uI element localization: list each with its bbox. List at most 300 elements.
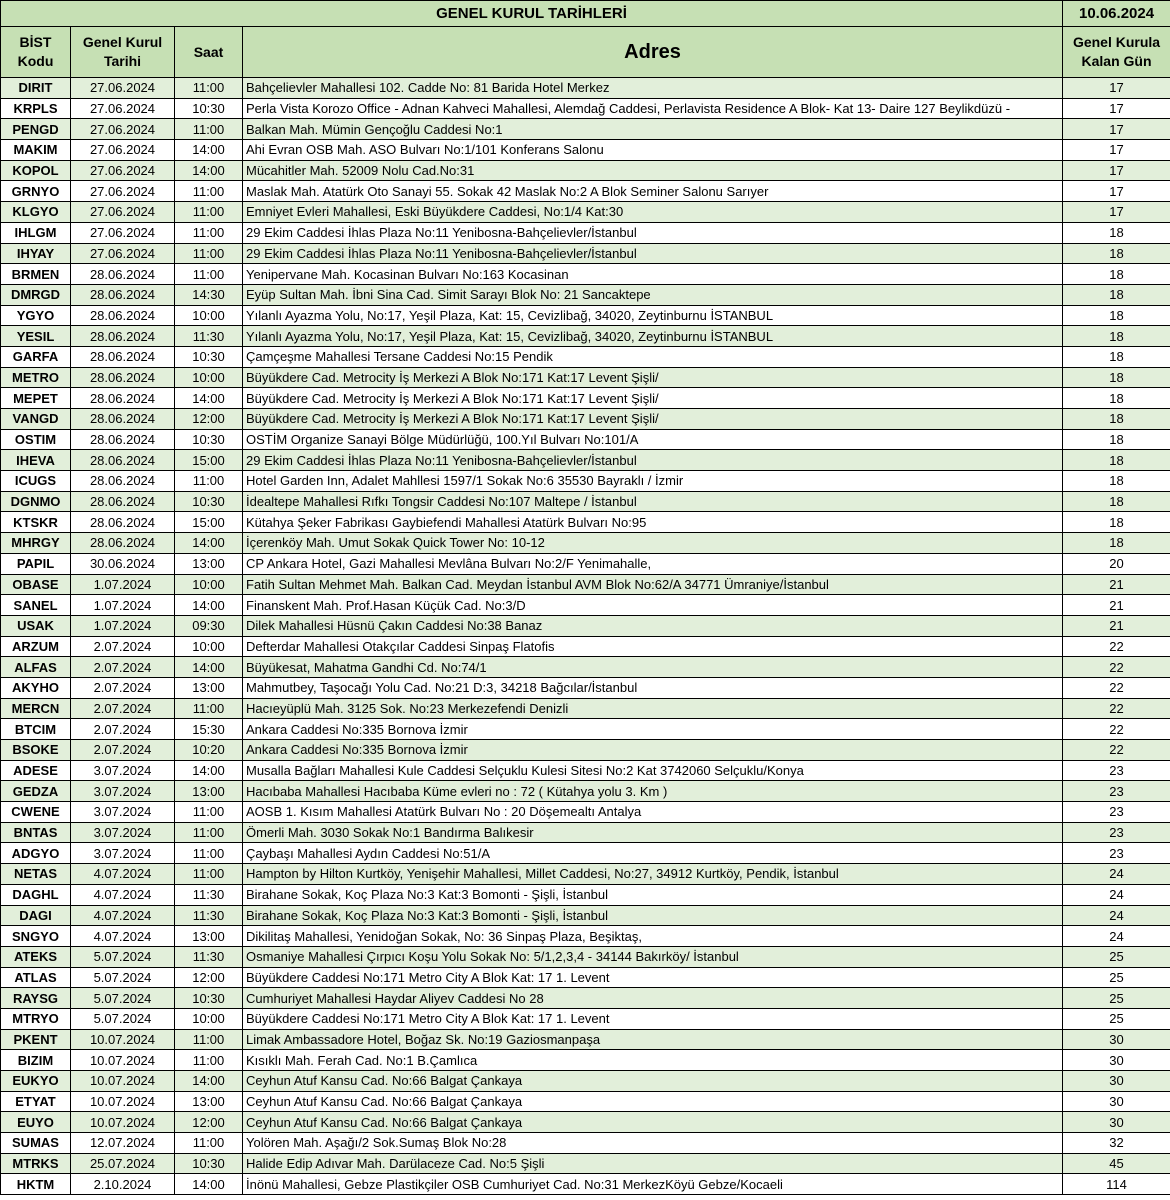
cell-code: OBASE — [1, 574, 71, 595]
sheet-title: GENEL KURUL TARİHLERİ — [1, 1, 1063, 27]
cell-code: PAPIL — [1, 553, 71, 574]
cell-days: 22 — [1063, 657, 1170, 678]
cell-time: 11:00 — [175, 78, 243, 99]
cell-days: 21 — [1063, 615, 1170, 636]
cell-code: RAYSG — [1, 988, 71, 1009]
cell-code: BSOKE — [1, 740, 71, 761]
report-date: 10.06.2024 — [1063, 1, 1170, 27]
cell-time: 14:00 — [175, 388, 243, 409]
cell-date: 3.07.2024 — [71, 843, 175, 864]
cell-code: SUMAS — [1, 1133, 71, 1154]
cell-time: 13:00 — [175, 677, 243, 698]
cell-date: 3.07.2024 — [71, 760, 175, 781]
cell-date: 12.07.2024 — [71, 1133, 175, 1154]
cell-code: KOPOL — [1, 160, 71, 181]
table-row — [1, 243, 1170, 264]
cell-time: 10:20 — [175, 740, 243, 761]
table-row — [1, 926, 1170, 947]
cell-time: 11:30 — [175, 884, 243, 905]
cell-address: Limak Ambassadore Hotel, Boğaz Sk. No:19 Gaziosmanpaşa — [243, 1029, 1063, 1050]
cell-days: 18 — [1063, 305, 1170, 326]
cell-days: 17 — [1063, 160, 1170, 181]
cell-address: Mahmutbey, Taşocağı Yolu Cad. No:21 D:3, 34218 Bağcılar/İstanbul — [243, 677, 1063, 698]
cell-code: GEDZA — [1, 781, 71, 802]
cell-time: 10:00 — [175, 636, 243, 657]
cell-days: 24 — [1063, 864, 1170, 885]
cell-days: 22 — [1063, 677, 1170, 698]
table-row — [1, 719, 1170, 740]
cell-address: Cumhuriyet Mahallesi Haydar Aliyev Caddesi No 28 — [243, 988, 1063, 1009]
cell-time: 11:00 — [175, 243, 243, 264]
cell-date: 3.07.2024 — [71, 781, 175, 802]
cell-time: 13:00 — [175, 553, 243, 574]
cell-address: Büyükdere Cad. Metrocity İş Merkezi A Blok No:171 Kat:17 Levent Şişli/ — [243, 388, 1063, 409]
cell-days: 18 — [1063, 512, 1170, 533]
cell-address: OSTİM Organize Sanayi Bölge Müdürlüğü, 100.Yıl Bulvarı No:101/A — [243, 429, 1063, 450]
table-row — [1, 615, 1170, 636]
table-row — [1, 884, 1170, 905]
cell-code: EUYO — [1, 1112, 71, 1133]
cell-date: 3.07.2024 — [71, 822, 175, 843]
cell-days: 22 — [1063, 740, 1170, 761]
cell-address: Ankara Caddesi No:335 Bornova İzmir — [243, 740, 1063, 761]
cell-days: 18 — [1063, 388, 1170, 409]
cell-date: 5.07.2024 — [71, 946, 175, 967]
table-row — [1, 1008, 1170, 1029]
cell-time: 10:00 — [175, 367, 243, 388]
table-row — [1, 698, 1170, 719]
cell-date: 2.07.2024 — [71, 719, 175, 740]
cell-date: 27.06.2024 — [71, 181, 175, 202]
cell-days: 30 — [1063, 1050, 1170, 1071]
cell-code: METRO — [1, 367, 71, 388]
cell-time: 10:30 — [175, 1153, 243, 1174]
cell-date: 4.07.2024 — [71, 884, 175, 905]
cell-date: 3.07.2024 — [71, 802, 175, 823]
table-row — [1, 636, 1170, 657]
cell-date: 10.07.2024 — [71, 1029, 175, 1050]
cell-date: 2.07.2024 — [71, 636, 175, 657]
table-row — [1, 429, 1170, 450]
cell-date: 28.06.2024 — [71, 326, 175, 347]
cell-days: 25 — [1063, 967, 1170, 988]
cell-time: 11:00 — [175, 181, 243, 202]
table-row — [1, 822, 1170, 843]
cell-address: Dilek Mahallesi Hüsnü Çakın Caddesi No:38 Banaz — [243, 615, 1063, 636]
cell-days: 18 — [1063, 471, 1170, 492]
cell-address: Çamçeşme Mahallesi Tersane Caddesi No:15 Pendik — [243, 346, 1063, 367]
table-row — [1, 1029, 1170, 1050]
cell-date: 28.06.2024 — [71, 346, 175, 367]
cell-address: Yenipervane Mah. Kocasinan Bulvarı No:163 Kocasinan — [243, 264, 1063, 285]
table-row — [1, 802, 1170, 823]
cell-address: Büyükdere Caddesi No:171 Metro City A Blok Kat: 17 1. Levent — [243, 1008, 1063, 1029]
cell-time: 11:00 — [175, 1133, 243, 1154]
cell-code: ATLAS — [1, 967, 71, 988]
table-row — [1, 119, 1170, 140]
cell-address: Ahi Evran OSB Mah. ASO Bulvarı No:1/101 Konferans Salonu — [243, 140, 1063, 161]
cell-time: 11:30 — [175, 946, 243, 967]
table-row — [1, 533, 1170, 554]
cell-days: 23 — [1063, 802, 1170, 823]
table-row — [1, 595, 1170, 616]
cell-code: SNGYO — [1, 926, 71, 947]
cell-code: EUKYO — [1, 1071, 71, 1092]
cell-days: 20 — [1063, 553, 1170, 574]
cell-date: 28.06.2024 — [71, 533, 175, 554]
table-row — [1, 760, 1170, 781]
cell-days: 25 — [1063, 1008, 1170, 1029]
cell-days: 21 — [1063, 595, 1170, 616]
cell-code: VANGD — [1, 409, 71, 430]
cell-code: GRNYO — [1, 181, 71, 202]
table-row — [1, 781, 1170, 802]
cell-address: Ceyhun Atuf Kansu Cad. No:66 Balgat Çankaya — [243, 1091, 1063, 1112]
cell-address: Osmaniye Mahallesi Çırpıcı Koşu Yolu Sokak No: 5/1,2,3,4 - 34144 Bakırköy/ İstanbul — [243, 946, 1063, 967]
cell-days: 18 — [1063, 533, 1170, 554]
header-time: Saat — [175, 27, 243, 78]
cell-code: GARFA — [1, 346, 71, 367]
cell-time: 14:00 — [175, 1174, 243, 1195]
table-row — [1, 491, 1170, 512]
cell-time: 14:00 — [175, 1071, 243, 1092]
cell-days: 17 — [1063, 78, 1170, 99]
cell-code: USAK — [1, 615, 71, 636]
cell-address: Halide Edip Adıvar Mah. Darülaceze Cad. No:5 Şişli — [243, 1153, 1063, 1174]
table-row — [1, 388, 1170, 409]
cell-time: 11:00 — [175, 222, 243, 243]
cell-date: 2.07.2024 — [71, 698, 175, 719]
cell-time: 15:00 — [175, 450, 243, 471]
cell-code: BIZIM — [1, 1050, 71, 1071]
cell-days: 18 — [1063, 284, 1170, 305]
cell-date: 28.06.2024 — [71, 305, 175, 326]
table-row — [1, 905, 1170, 926]
cell-time: 13:00 — [175, 926, 243, 947]
cell-address: İçerenköy Mah. Umut Sokak Quick Tower No: 10-12 — [243, 533, 1063, 554]
cell-time: 11:00 — [175, 119, 243, 140]
cell-time: 14:00 — [175, 160, 243, 181]
table-row — [1, 843, 1170, 864]
cell-code: MERCN — [1, 698, 71, 719]
cell-time: 11:00 — [175, 202, 243, 223]
cell-date: 5.07.2024 — [71, 1008, 175, 1029]
cell-address: Birahane Sokak, Koç Plaza No:3 Kat:3 Bomonti - Şişli, İstanbul — [243, 905, 1063, 926]
cell-days: 18 — [1063, 243, 1170, 264]
cell-date: 28.06.2024 — [71, 409, 175, 430]
cell-code: HKTM — [1, 1174, 71, 1195]
cell-date: 2.10.2024 — [71, 1174, 175, 1195]
table-row — [1, 1071, 1170, 1092]
table-row — [1, 284, 1170, 305]
cell-address: Hampton by Hilton Kurtköy, Yenişehir Mahallesi, Millet Caddesi, No:27, 34912 Kurtköy, Pendik, İstanbul — [243, 864, 1063, 885]
cell-days: 30 — [1063, 1091, 1170, 1112]
cell-address: Kütahya Şeker Fabrikası Gaybiefendi Mahallesi Atatürk Bulvarı No:95 — [243, 512, 1063, 533]
cell-time: 14:00 — [175, 760, 243, 781]
cell-time: 10:30 — [175, 988, 243, 1009]
cell-time: 15:30 — [175, 719, 243, 740]
table-row — [1, 409, 1170, 430]
cell-address: Emniyet Evleri Mahallesi, Eski Büyükdere Caddesi, No:1/4 Kat:30 — [243, 202, 1063, 223]
cell-days: 114 — [1063, 1174, 1170, 1195]
cell-days: 25 — [1063, 946, 1170, 967]
cell-date: 27.06.2024 — [71, 98, 175, 119]
cell-date: 5.07.2024 — [71, 988, 175, 1009]
cell-address: Yılanlı Ayazma Yolu, No:17, Yeşil Plaza, Kat: 15, Cevizlibağ, 34020, Zeytinburnu İSTANBUL — [243, 326, 1063, 347]
table-row — [1, 967, 1170, 988]
cell-code: MEPET — [1, 388, 71, 409]
cell-address: Bahçelievler Mahallesi 102. Cadde No: 81 Barida Hotel Merkez — [243, 78, 1063, 99]
table-row — [1, 512, 1170, 533]
cell-time: 11:00 — [175, 864, 243, 885]
cell-address: Kısıklı Mah. Ferah Cad. No:1 B.Çamlıca — [243, 1050, 1063, 1071]
cell-days: 17 — [1063, 140, 1170, 161]
table-row — [1, 98, 1170, 119]
cell-address: Defterdar Mahallesi Otakçılar Caddesi Sinpaş Flatofis — [243, 636, 1063, 657]
cell-address: 29 Ekim Caddesi İhlas Plaza No:11 Yenibosna-Bahçelievler/İstanbul — [243, 222, 1063, 243]
cell-days: 45 — [1063, 1153, 1170, 1174]
cell-time: 12:00 — [175, 967, 243, 988]
cell-days: 24 — [1063, 884, 1170, 905]
table-row — [1, 1091, 1170, 1112]
cell-date: 27.06.2024 — [71, 78, 175, 99]
cell-code: BRMEN — [1, 264, 71, 285]
cell-time: 11:00 — [175, 471, 243, 492]
cell-days: 18 — [1063, 346, 1170, 367]
cell-days: 18 — [1063, 409, 1170, 430]
cell-code: BTCIM — [1, 719, 71, 740]
cell-days: 25 — [1063, 988, 1170, 1009]
cell-code: ADESE — [1, 760, 71, 781]
cell-address: Ceyhun Atuf Kansu Cad. No:66 Balgat Çankaya — [243, 1071, 1063, 1092]
cell-date: 28.06.2024 — [71, 471, 175, 492]
cell-days: 21 — [1063, 574, 1170, 595]
cell-code: BNTAS — [1, 822, 71, 843]
table-row — [1, 346, 1170, 367]
header-date: Genel Kurul Tarihi — [71, 27, 175, 78]
cell-date: 2.07.2024 — [71, 657, 175, 678]
cell-code: MHRGY — [1, 533, 71, 554]
cell-time: 14:00 — [175, 140, 243, 161]
cell-date: 28.06.2024 — [71, 264, 175, 285]
table-row — [1, 367, 1170, 388]
cell-time: 14:00 — [175, 595, 243, 616]
table-row — [1, 202, 1170, 223]
cell-date: 1.07.2024 — [71, 615, 175, 636]
cell-date: 25.07.2024 — [71, 1153, 175, 1174]
cell-address: Yolören Mah. Aşağı/2 Sok.Sumaş Blok No:28 — [243, 1133, 1063, 1154]
cell-address: Ankara Caddesi No:335 Bornova İzmir — [243, 719, 1063, 740]
table-row — [1, 140, 1170, 161]
cell-days: 18 — [1063, 367, 1170, 388]
table-row — [1, 574, 1170, 595]
cell-address: Hotel Garden Inn, Adalet Mahllesi 1597/1 Sokak No:6 35530 Bayraklı / İzmir — [243, 471, 1063, 492]
cell-address: CP Ankara Hotel, Gazi Mahallesi Mevlâna Bulvarı No:2/F Yenimahalle, — [243, 553, 1063, 574]
table-row — [1, 988, 1170, 1009]
cell-date: 5.07.2024 — [71, 967, 175, 988]
cell-code: IHYAY — [1, 243, 71, 264]
cell-date: 28.06.2024 — [71, 284, 175, 305]
cell-days: 22 — [1063, 719, 1170, 740]
cell-code: YGYO — [1, 305, 71, 326]
cell-code: MTRYO — [1, 1008, 71, 1029]
cell-days: 23 — [1063, 781, 1170, 802]
cell-days: 30 — [1063, 1029, 1170, 1050]
cell-time: 10:00 — [175, 574, 243, 595]
cell-time: 12:00 — [175, 409, 243, 430]
cell-time: 11:00 — [175, 802, 243, 823]
cell-date: 27.06.2024 — [71, 160, 175, 181]
cell-date: 27.06.2024 — [71, 140, 175, 161]
cell-days: 32 — [1063, 1133, 1170, 1154]
cell-time: 11:30 — [175, 326, 243, 347]
cell-code: DIRIT — [1, 78, 71, 99]
cell-code: ARZUM — [1, 636, 71, 657]
cell-days: 24 — [1063, 926, 1170, 947]
cell-days: 22 — [1063, 698, 1170, 719]
cell-date: 2.07.2024 — [71, 740, 175, 761]
table-row — [1, 450, 1170, 471]
cell-code: OSTIM — [1, 429, 71, 450]
cell-code: ATEKS — [1, 946, 71, 967]
cell-time: 10:00 — [175, 1008, 243, 1029]
cell-time: 14:00 — [175, 533, 243, 554]
cell-address: Musalla Bağları Mahallesi Kule Caddesi Selçuklu Kulesi Sitesi No:2 Kat 3742060 Selçuklu/Konya — [243, 760, 1063, 781]
cell-address: Hacıeyüplü Mah. 3125 Sok. No:23 Merkezefendi Denizli — [243, 698, 1063, 719]
cell-address: Birahane Sokak, Koç Plaza No:3 Kat:3 Bomonti - Şişli, İstanbul — [243, 884, 1063, 905]
cell-address: Büyükdere Caddesi No:171 Metro City A Blok Kat: 17 1. Levent — [243, 967, 1063, 988]
cell-date: 28.06.2024 — [71, 450, 175, 471]
cell-code: PENGD — [1, 119, 71, 140]
cell-code: KTSKR — [1, 512, 71, 533]
cell-address: Ömerli Mah. 3030 Sokak No:1 Bandırma Balıkesir — [243, 822, 1063, 843]
cell-code: DAGHL — [1, 884, 71, 905]
table-row — [1, 78, 1170, 99]
table-row — [1, 305, 1170, 326]
header-address: Adres — [243, 27, 1063, 78]
cell-address: Dikilitaş Mahallesi, Yenidoğan Sokak, No: 36 Sinpaş Plaza, Beşiktaş, — [243, 926, 1063, 947]
table-row — [1, 471, 1170, 492]
cell-date: 4.07.2024 — [71, 864, 175, 885]
cell-address: Hacıbaba Mahallesi Hacıbaba Küme evleri no : 72 ( Kütahya yolu 3. Km ) — [243, 781, 1063, 802]
cell-date: 27.06.2024 — [71, 243, 175, 264]
cell-date: 10.07.2024 — [71, 1050, 175, 1071]
cell-days: 17 — [1063, 98, 1170, 119]
cell-time: 10:00 — [175, 305, 243, 326]
cell-address: 29 Ekim Caddesi İhlas Plaza No:11 Yenibosna-Bahçelievler/İstanbul — [243, 243, 1063, 264]
cell-code: YESIL — [1, 326, 71, 347]
table-row — [1, 864, 1170, 885]
cell-days: 18 — [1063, 264, 1170, 285]
cell-days: 23 — [1063, 760, 1170, 781]
cell-address: Ceyhun Atuf Kansu Cad. No:66 Balgat Çankaya — [243, 1112, 1063, 1133]
cell-date: 1.07.2024 — [71, 574, 175, 595]
table-row — [1, 657, 1170, 678]
cell-address: 29 Ekim Caddesi İhlas Plaza No:11 Yenibosna-Bahçelievler/İstanbul — [243, 450, 1063, 471]
cell-date: 28.06.2024 — [71, 429, 175, 450]
cell-date: 27.06.2024 — [71, 119, 175, 140]
cell-time: 12:00 — [175, 1112, 243, 1133]
cell-code: IHLGM — [1, 222, 71, 243]
cell-days: 24 — [1063, 905, 1170, 926]
cell-days: 17 — [1063, 181, 1170, 202]
cell-address: Büyükesat, Mahatma Gandhi Cd. No:74/1 — [243, 657, 1063, 678]
cell-address: Büyükdere Cad. Metrocity İş Merkezi A Blok No:171 Kat:17 Levent Şişli/ — [243, 409, 1063, 430]
cell-time: 10:30 — [175, 429, 243, 450]
cell-date: 10.07.2024 — [71, 1091, 175, 1112]
cell-code: DGNMO — [1, 491, 71, 512]
cell-address: İdealtepe Mahallesi Rıfkı Tongsir Caddesi No:107 Maltepe / İstanbul — [243, 491, 1063, 512]
table-row — [1, 677, 1170, 698]
cell-time: 11:00 — [175, 822, 243, 843]
cell-address: AOSB 1. Kısım Mahallesi Atatürk Bulvarı No : 20 Döşemealtı Antalya — [243, 802, 1063, 823]
cell-time: 11:00 — [175, 264, 243, 285]
cell-code: MAKIM — [1, 140, 71, 161]
cell-date: 28.06.2024 — [71, 491, 175, 512]
cell-date: 28.06.2024 — [71, 367, 175, 388]
table-row — [1, 1174, 1170, 1195]
table-row — [1, 553, 1170, 574]
cell-date: 27.06.2024 — [71, 202, 175, 223]
cell-address: Büyükdere Cad. Metrocity İş Merkezi A Blok No:171 Kat:17 Levent Şişli/ — [243, 367, 1063, 388]
cell-time: 09:30 — [175, 615, 243, 636]
cell-address: Balkan Mah. Mümin Gençoğlu Caddesi No:1 — [243, 119, 1063, 140]
cell-code: ETYAT — [1, 1091, 71, 1112]
cell-date: 1.07.2024 — [71, 595, 175, 616]
cell-days: 22 — [1063, 636, 1170, 657]
cell-time: 11:00 — [175, 1029, 243, 1050]
cell-time: 10:30 — [175, 491, 243, 512]
header-code: BİST Kodu — [1, 27, 71, 78]
table-row — [1, 1050, 1170, 1071]
cell-code: ICUGS — [1, 471, 71, 492]
cell-code: PKENT — [1, 1029, 71, 1050]
cell-code: KLGYO — [1, 202, 71, 223]
table-row — [1, 1133, 1170, 1154]
cell-days: 23 — [1063, 822, 1170, 843]
cell-days: 18 — [1063, 326, 1170, 347]
table-row — [1, 222, 1170, 243]
cell-time: 14:00 — [175, 657, 243, 678]
cell-date: 4.07.2024 — [71, 926, 175, 947]
cell-address: İnönü Mahallesi, Gebze Plastikçiler OSB Cumhuriyet Cad. No:31 MerkezKöyü Gebze/Kocaeli — [243, 1174, 1063, 1195]
cell-address: Finanskent Mah. Prof.Hasan Küçük Cad. No:3/D — [243, 595, 1063, 616]
cell-address: Fatih Sultan Mehmet Mah. Balkan Cad. Meydan İstanbul AVM Blok No:62/A 34771 Ümraniye/İstanbul — [243, 574, 1063, 595]
cell-date: 27.06.2024 — [71, 222, 175, 243]
cell-time: 11:00 — [175, 698, 243, 719]
cell-date: 10.07.2024 — [71, 1071, 175, 1092]
cell-time: 13:00 — [175, 1091, 243, 1112]
cell-days: 18 — [1063, 491, 1170, 512]
cell-date: 30.06.2024 — [71, 553, 175, 574]
cell-time: 14:30 — [175, 284, 243, 305]
cell-time: 10:30 — [175, 98, 243, 119]
cell-code: NETAS — [1, 864, 71, 885]
cell-time: 11:00 — [175, 1050, 243, 1071]
table-row — [1, 946, 1170, 967]
cell-code: DAGI — [1, 905, 71, 926]
cell-days: 23 — [1063, 843, 1170, 864]
table-row — [1, 326, 1170, 347]
header-days: Genel Kurula Kalan Gün — [1063, 27, 1170, 78]
cell-code: AKYHO — [1, 677, 71, 698]
cell-address: Maslak Mah. Atatürk Oto Sanayi 55. Sokak 42 Maslak No:2 A Blok Seminer Salonu Sarıyer — [243, 181, 1063, 202]
table-row — [1, 160, 1170, 181]
cell-date: 4.07.2024 — [71, 905, 175, 926]
cell-days: 17 — [1063, 202, 1170, 223]
cell-days: 18 — [1063, 450, 1170, 471]
cell-date: 2.07.2024 — [71, 677, 175, 698]
